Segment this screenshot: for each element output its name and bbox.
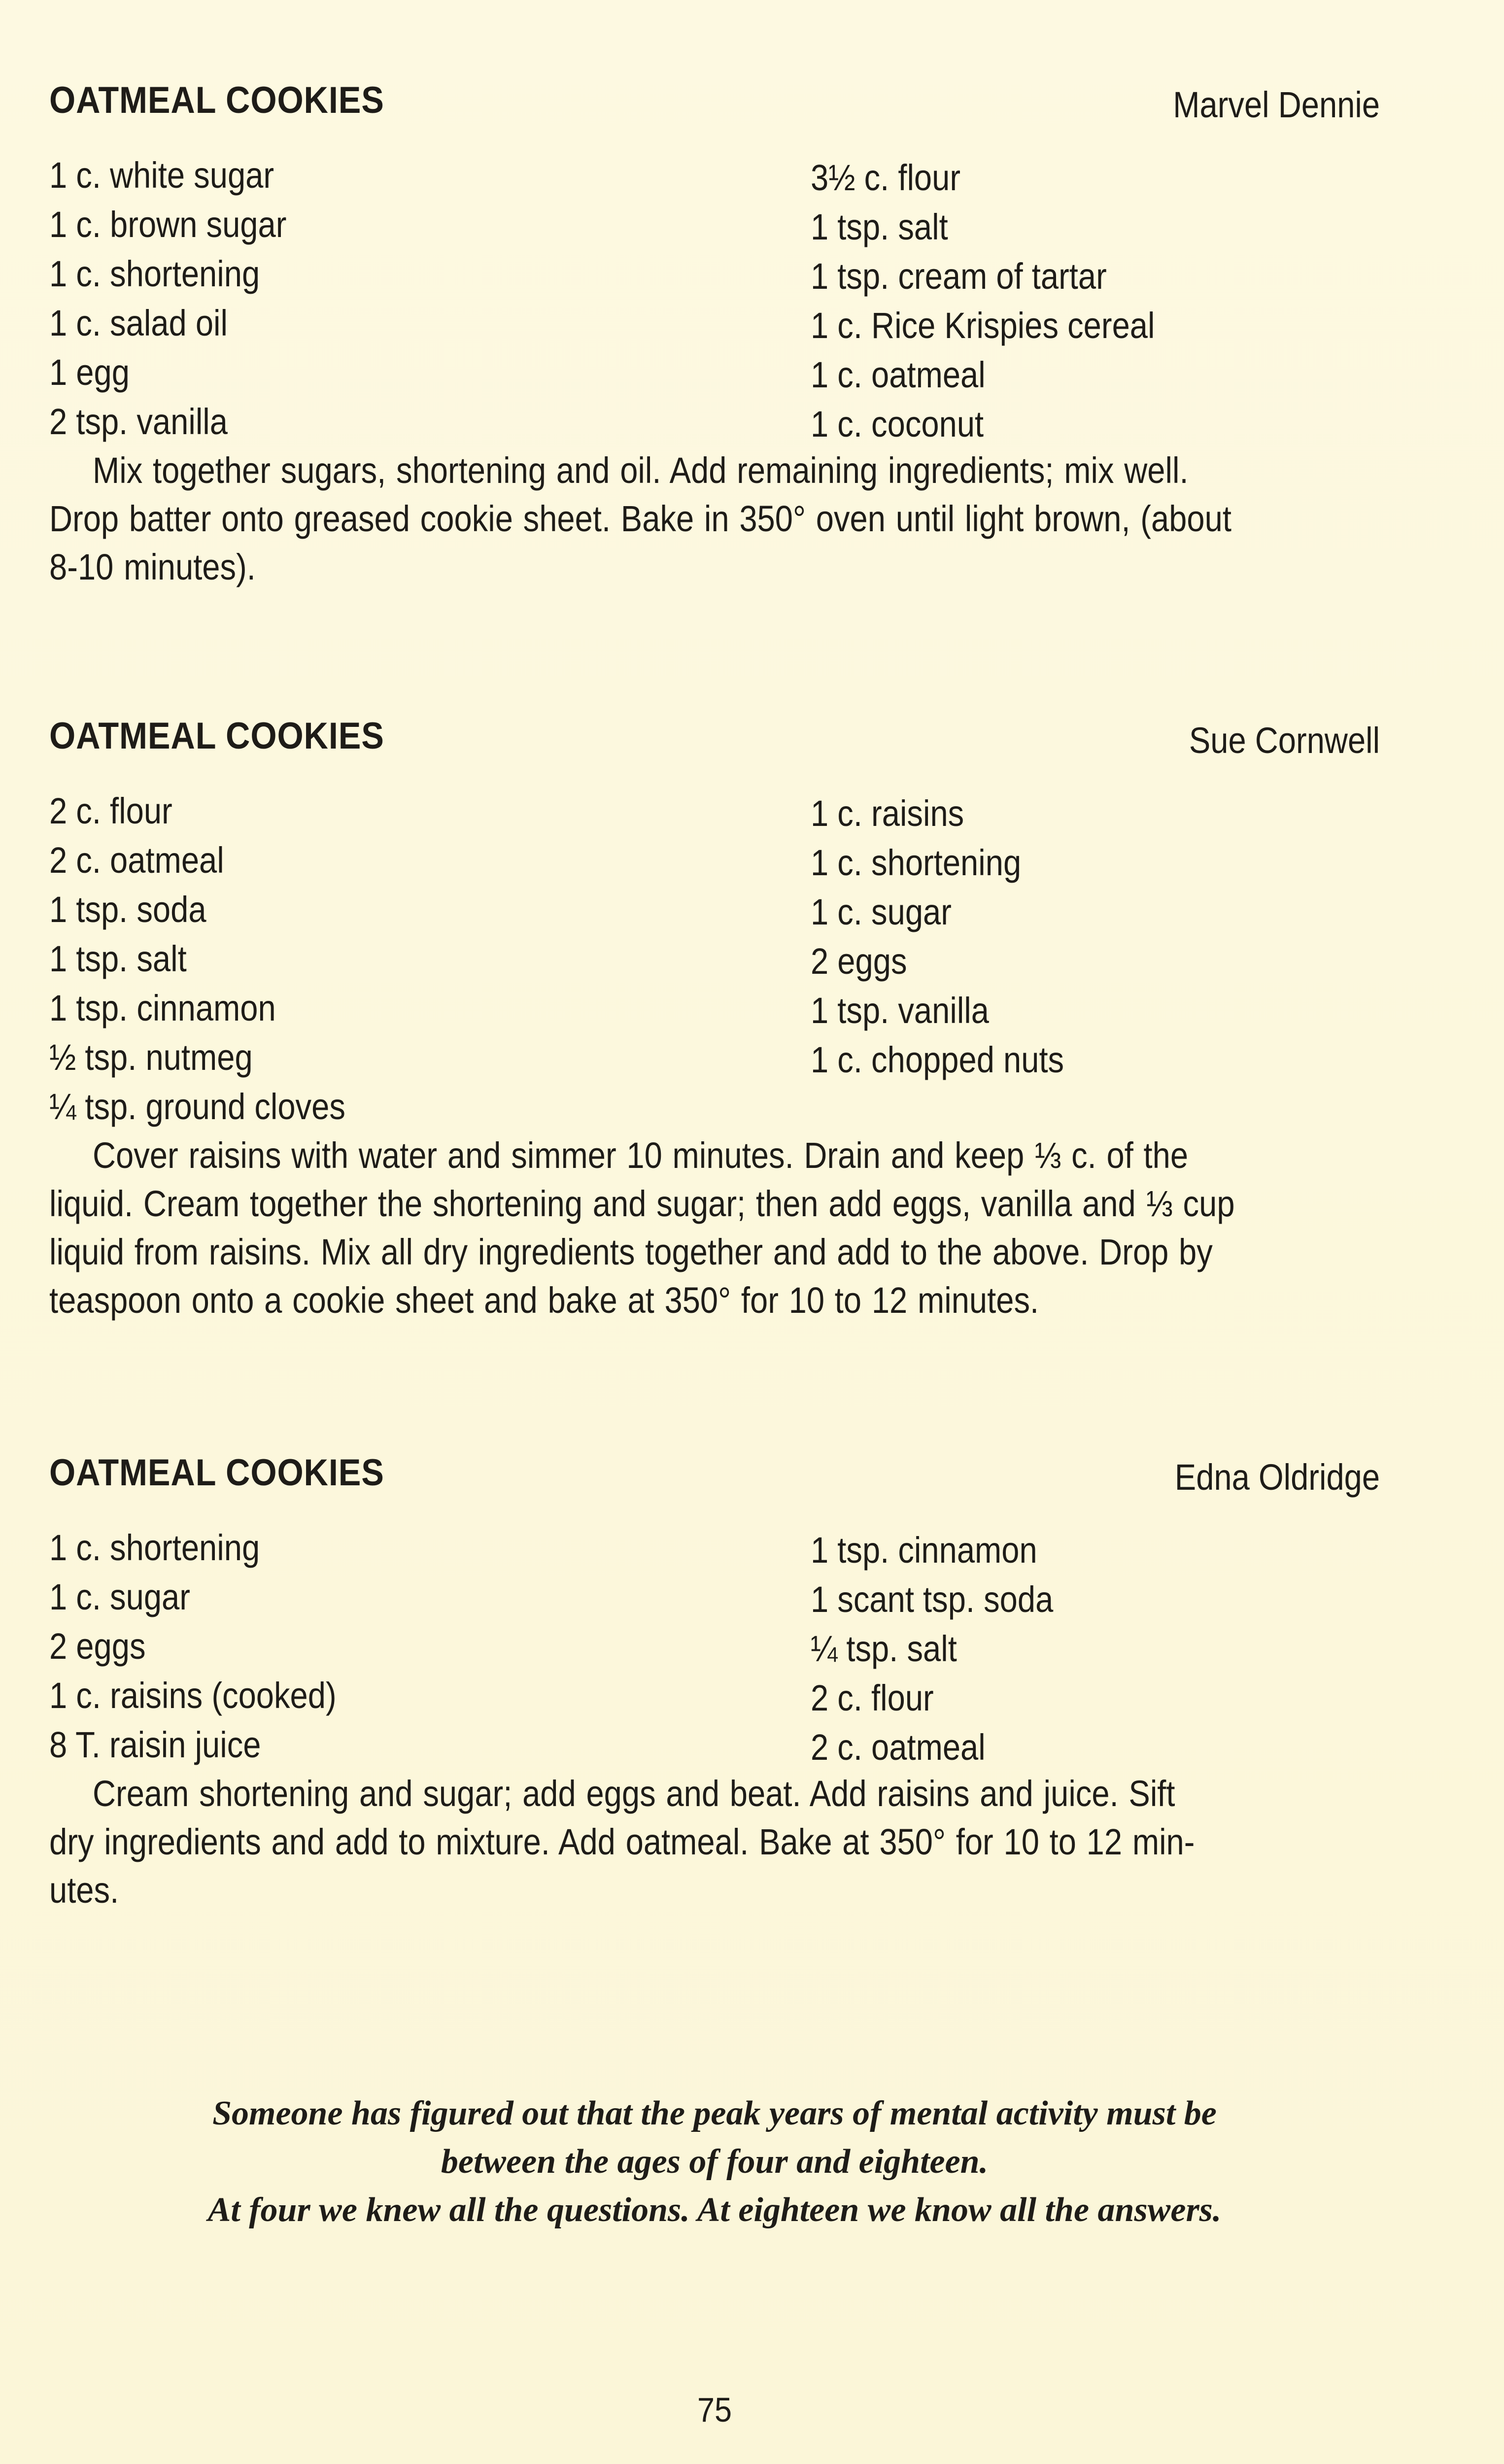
ingredient: 1 c. shortening xyxy=(811,842,1022,883)
recipe-header xyxy=(49,79,1380,133)
ingredient: 1 egg xyxy=(49,352,130,393)
ingredient: 2 c. oatmeal xyxy=(49,840,224,881)
ingredient-column-left xyxy=(49,1523,811,1770)
ingredient: 1 tsp. salt xyxy=(811,206,948,247)
ingredient: ¼ tsp. salt xyxy=(811,1628,957,1669)
recipe-author: Marvel Dennie xyxy=(1173,84,1380,125)
method-line: liquid from raisins. Mix all dry ingredients together and add to the above. Drop by xyxy=(49,1232,1213,1272)
ingredient: 1 c. coconut xyxy=(811,404,984,445)
ingredient: 1 c. sugar xyxy=(49,1576,190,1617)
quote-line: Someone has figured out that the peak years of mental activity must be xyxy=(212,2094,1217,2132)
ingredient: 1 c. chopped nuts xyxy=(811,1039,1064,1080)
method-line: Cream shortening and sugar; add eggs and beat. Add raisins and juice. Sift xyxy=(93,1773,1175,1814)
method-line: dry ingredients and add to mixture. Add oatmeal. Bake at 350° for 10 to 12 min- xyxy=(49,1821,1195,1862)
ingredient: 1 c. shortening xyxy=(49,1527,260,1568)
ingredient: 1 tsp. vanilla xyxy=(811,990,989,1031)
ingredient: 1 c. raisins xyxy=(811,793,964,834)
ingredient: 1 c. Rice Krispies cereal xyxy=(811,305,1155,346)
ingredient: 2 eggs xyxy=(49,1626,146,1667)
ingredient: 3½ c. flour xyxy=(811,157,961,198)
ingredient: 2 tsp. vanilla xyxy=(49,401,228,442)
ingredient: 1 scant tsp. soda xyxy=(811,1579,1054,1620)
ingredient: 1 tsp. cinnamon xyxy=(811,1530,1037,1571)
recipe-title: OATMEAL COOKIES xyxy=(49,79,384,121)
recipe-title: OATMEAL COOKIES xyxy=(49,1452,384,1494)
quote-line: At four we knew all the questions. At eighteen we know all the answers. xyxy=(207,2191,1222,2229)
ingredient: 2 c. flour xyxy=(811,1677,934,1718)
ingredient-column-right xyxy=(811,787,1377,1131)
method-line: Cover raisins with water and simmer 10 minutes. Drain and keep ⅓ c. of the xyxy=(93,1135,1189,1176)
ingredient-list xyxy=(49,787,1380,1131)
method-line: Mix together sugars, shortening and oil. Add remaining ingredients; mix well. xyxy=(93,450,1189,491)
recipe-header xyxy=(49,715,1380,769)
recipe-author: Sue Cornwell xyxy=(1189,720,1380,761)
recipe-marvel-dennie xyxy=(49,79,1380,591)
recipe-method xyxy=(49,446,1385,591)
ingredient: 1 c. brown sugar xyxy=(49,204,287,245)
ingredient: 1 c. sugar xyxy=(811,891,952,932)
ingredient: 1 c. white sugar xyxy=(49,155,274,196)
recipe-method xyxy=(49,1131,1385,1325)
ingredient: 1 tsp. salt xyxy=(49,938,187,979)
recipe-header xyxy=(49,1451,1380,1506)
ingredient: 1 c. salad oil xyxy=(49,303,228,343)
recipe-sue-cornwell xyxy=(49,715,1380,1325)
ingredient-column-left xyxy=(49,151,811,446)
ingredient-column-right xyxy=(811,1523,1377,1770)
recipe-edna-oldridge xyxy=(49,1451,1380,1915)
ingredient: 1 c. oatmeal xyxy=(811,354,986,395)
ingredient-list xyxy=(49,151,1380,446)
ingredient: 2 eggs xyxy=(811,941,907,982)
ingredient: 1 c. raisins (cooked) xyxy=(49,1675,337,1716)
recipe-author: Edna Oldridge xyxy=(1174,1457,1380,1498)
method-line: Drop batter onto greased cookie sheet. Bake in 350° oven until light brown, (about xyxy=(49,498,1231,539)
ingredient: 1 tsp. cinnamon xyxy=(49,988,276,1028)
recipe-method xyxy=(49,1770,1385,1915)
method-line: 8-10 minutes). xyxy=(49,547,256,587)
method-line: teaspoon onto a cookie sheet and bake at 350° for 10 to 12 minutes. xyxy=(49,1280,1039,1321)
quote-line: between the ages of four and eighteen. xyxy=(441,2143,989,2181)
method-line: liquid. Cream together the shortening and sugar; then add eggs, vanilla and ⅓ cup xyxy=(49,1183,1235,1224)
ingredient: 1 c. shortening xyxy=(49,253,260,294)
ingredient-column-left xyxy=(49,787,811,1131)
ingredient: 8 T. raisin juice xyxy=(49,1724,261,1765)
quote xyxy=(49,2089,1380,2234)
ingredient: 2 c. oatmeal xyxy=(811,1727,986,1768)
ingredient: 2 c. flour xyxy=(49,790,172,831)
recipe-title: OATMEAL COOKIES xyxy=(49,715,384,757)
ingredient-column-right xyxy=(811,151,1377,446)
page-number: 75 xyxy=(697,2391,732,2429)
ingredient-list xyxy=(49,1523,1380,1770)
method-line: utes. xyxy=(49,1870,119,1911)
ingredient: 1 tsp. cream of tartar xyxy=(811,256,1107,297)
ingredient: 1 tsp. soda xyxy=(49,889,206,930)
ingredient: ½ tsp. nutmeg xyxy=(49,1037,253,1078)
ingredient: ¼ tsp. ground cloves xyxy=(49,1086,345,1127)
